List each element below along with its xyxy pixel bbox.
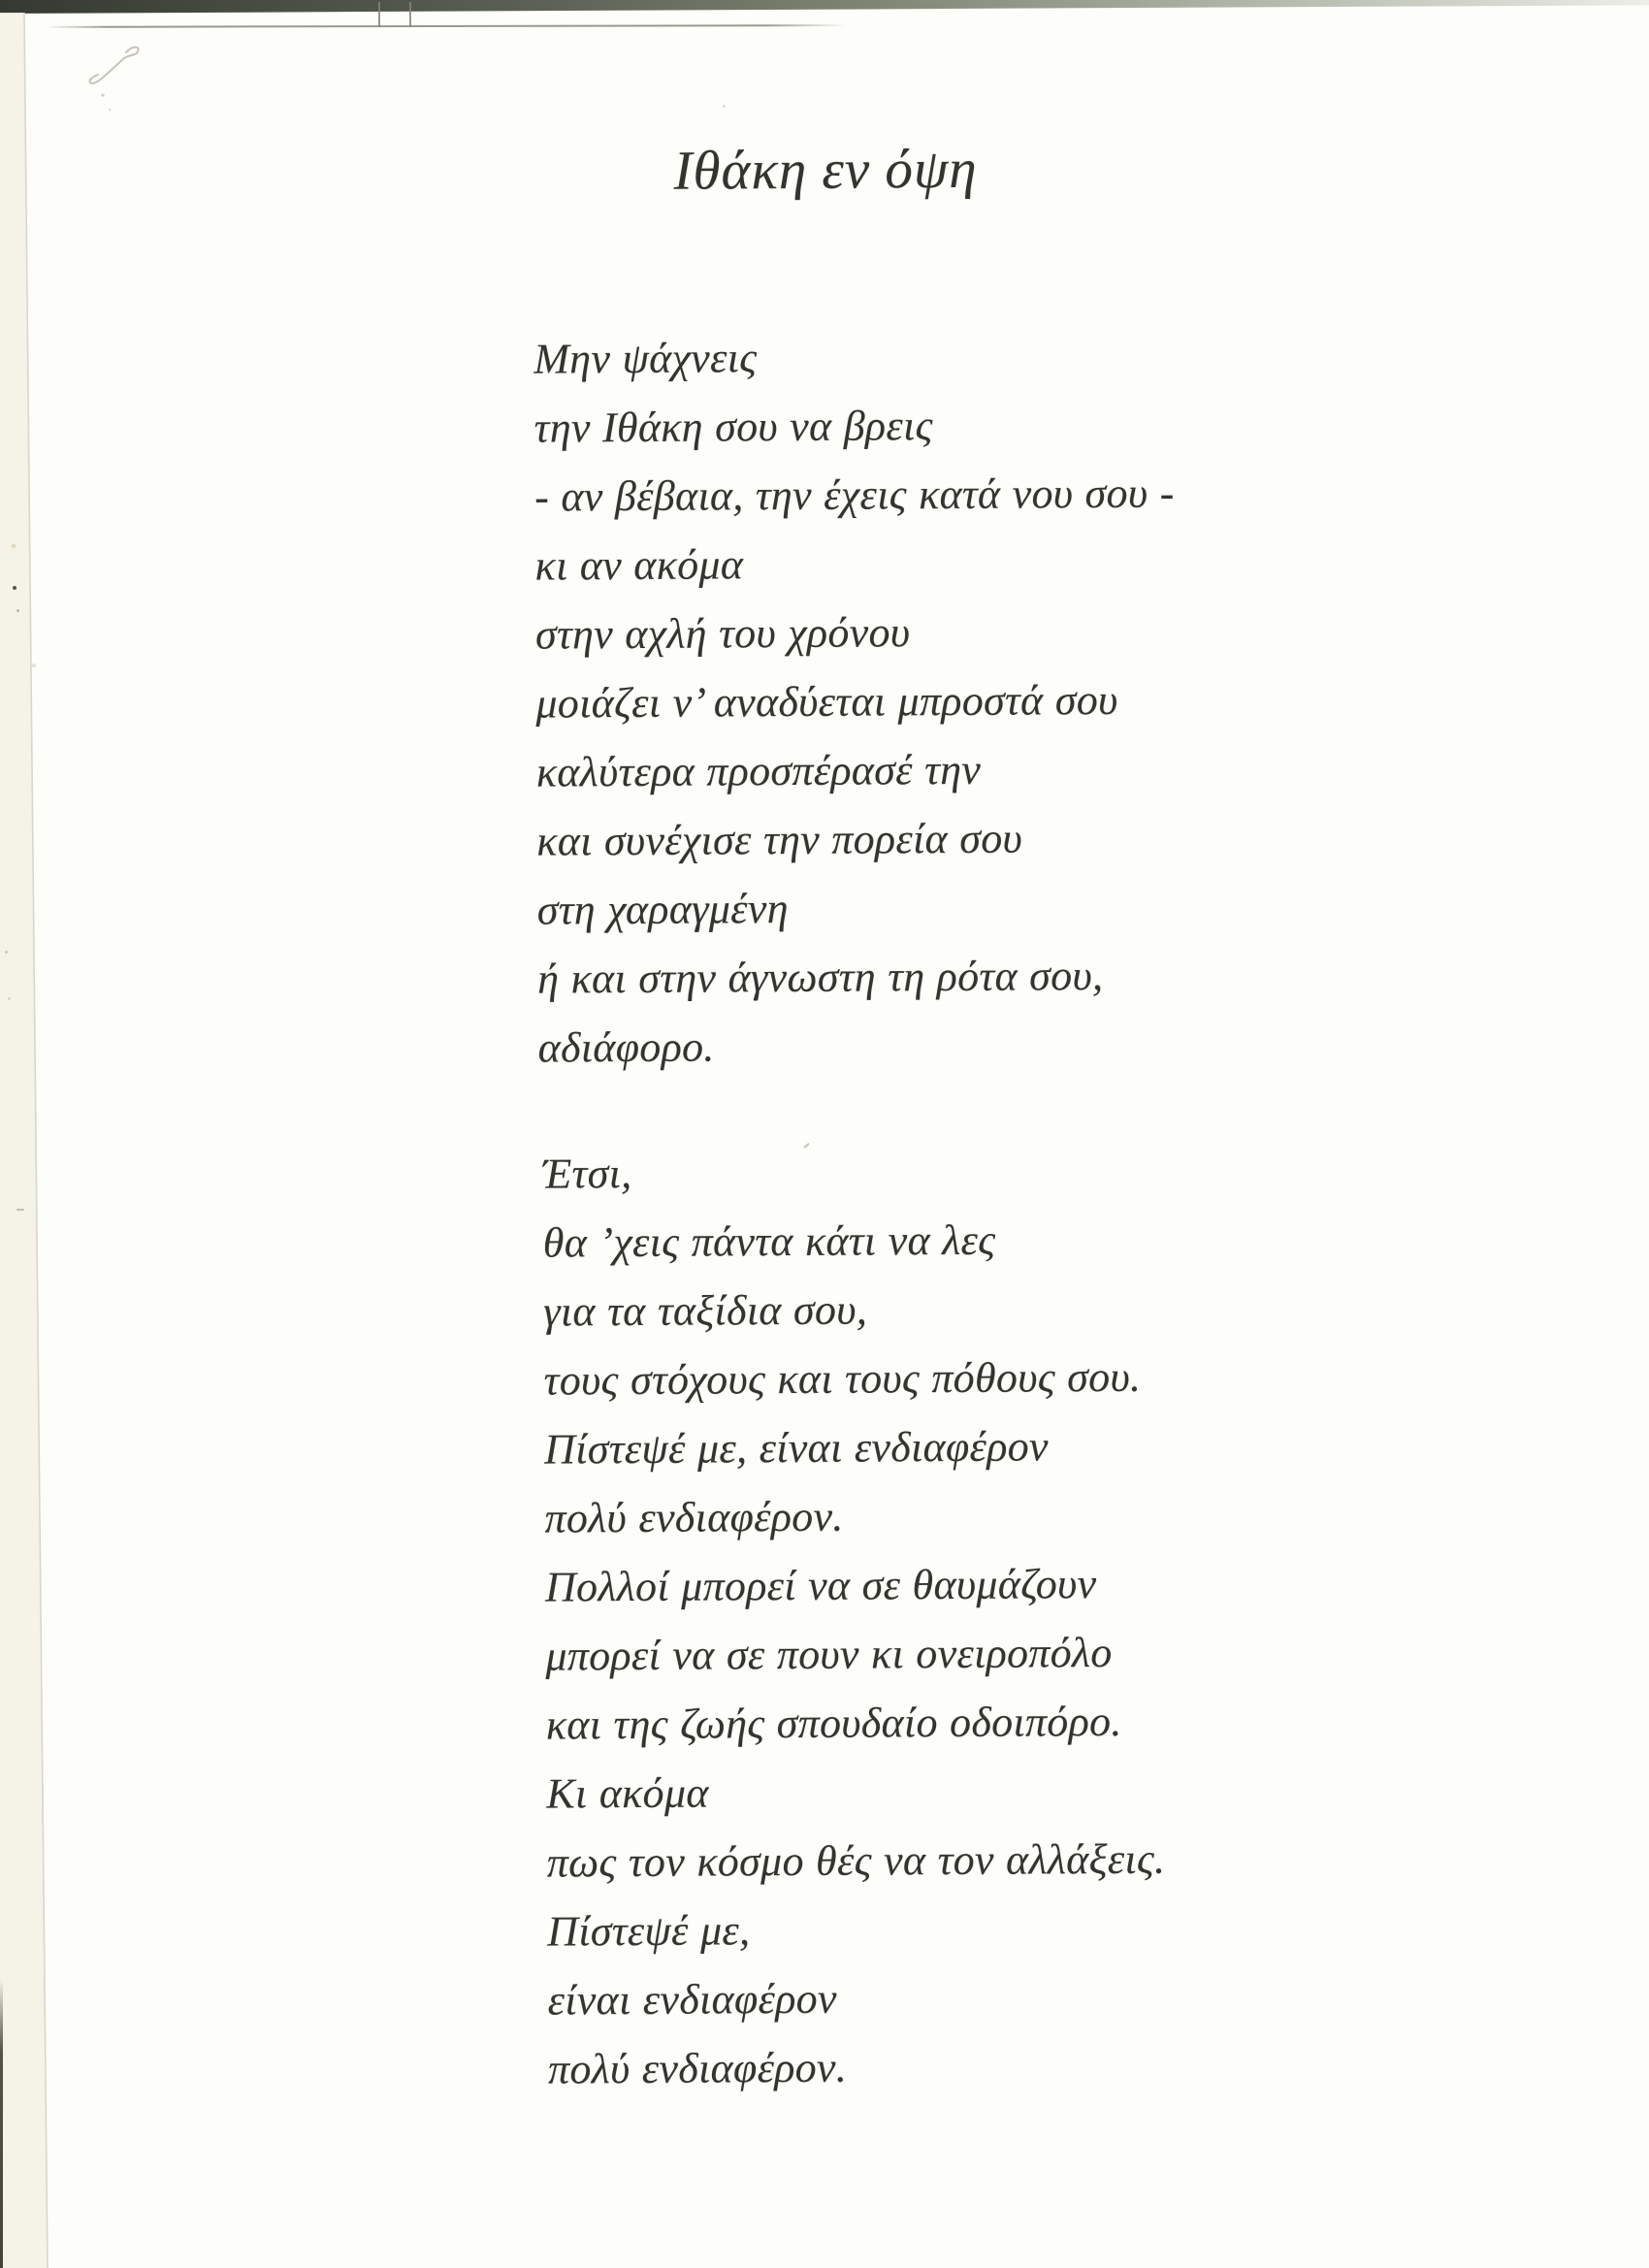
scan-edge-left-dark (0, 1979, 3, 2268)
poem-line: κι αν ακόμα (534, 540, 744, 590)
poem-stanza-1 (534, 321, 1178, 1083)
poem-line: Κι ακόμα (546, 1768, 709, 1818)
poem-line: τους στόχους και τους πόθους σου. (543, 1352, 1142, 1405)
poem-line: θα ’χεις πάντα κάτι να λες (542, 1215, 996, 1267)
poem-line: την Ιθάκη σου να βρεις (534, 402, 933, 452)
poem-stanza-2 (542, 1136, 1167, 2104)
poem-line: Έτσι, (542, 1150, 632, 1198)
poem-line: στη χαραγμένη (536, 885, 789, 934)
poem-line: Πίστεψέ με, (547, 1906, 751, 1956)
poem-line: είναι ενδιαφέρον (547, 1974, 837, 2025)
poem-line: και της ζωής σπουδαίο οδοιπόρο. (545, 1697, 1122, 1749)
poem-line: στην αχλή του χρόνου (534, 608, 911, 659)
poem-line: αδιάφορο. (537, 1022, 715, 1072)
poem-line: Μην ψάχνεις (534, 334, 758, 383)
poem-line: ή και στην άγνωστη τη ρότα σου, (537, 952, 1104, 1003)
poem-line: καλύτερα προσπέρασέ την (535, 745, 982, 796)
poem-line: μπορεί να σε πουν κι ονειροπόλο (545, 1629, 1113, 1680)
poem-line: Πίστεψέ με, είναι ενδιαφέρον (543, 1422, 1049, 1474)
poem-line: - αν βέβαια, την έχεις κατά νου σου - (534, 469, 1175, 521)
poem-title: Ιθάκη εν όψη (673, 138, 978, 202)
poem-line: μοιάζει ν’ αναδύεται μπροστά σου (535, 675, 1118, 728)
poem-line: και συνέχισε την πορεία σου (536, 814, 1023, 865)
poem-line: πολύ ενδιαφέρον. (544, 1492, 844, 1542)
poem-line: Πολλοί μπορεί να σε θαυμάζουν (544, 1560, 1097, 1611)
poem-line: για τα ταξίδια σου, (543, 1285, 868, 1336)
poem-line: πολύ ενδιαφέρον. (547, 2043, 848, 2093)
poem-line: πως τον κόσμο θές να τον αλλάξεις. (546, 1834, 1166, 1887)
